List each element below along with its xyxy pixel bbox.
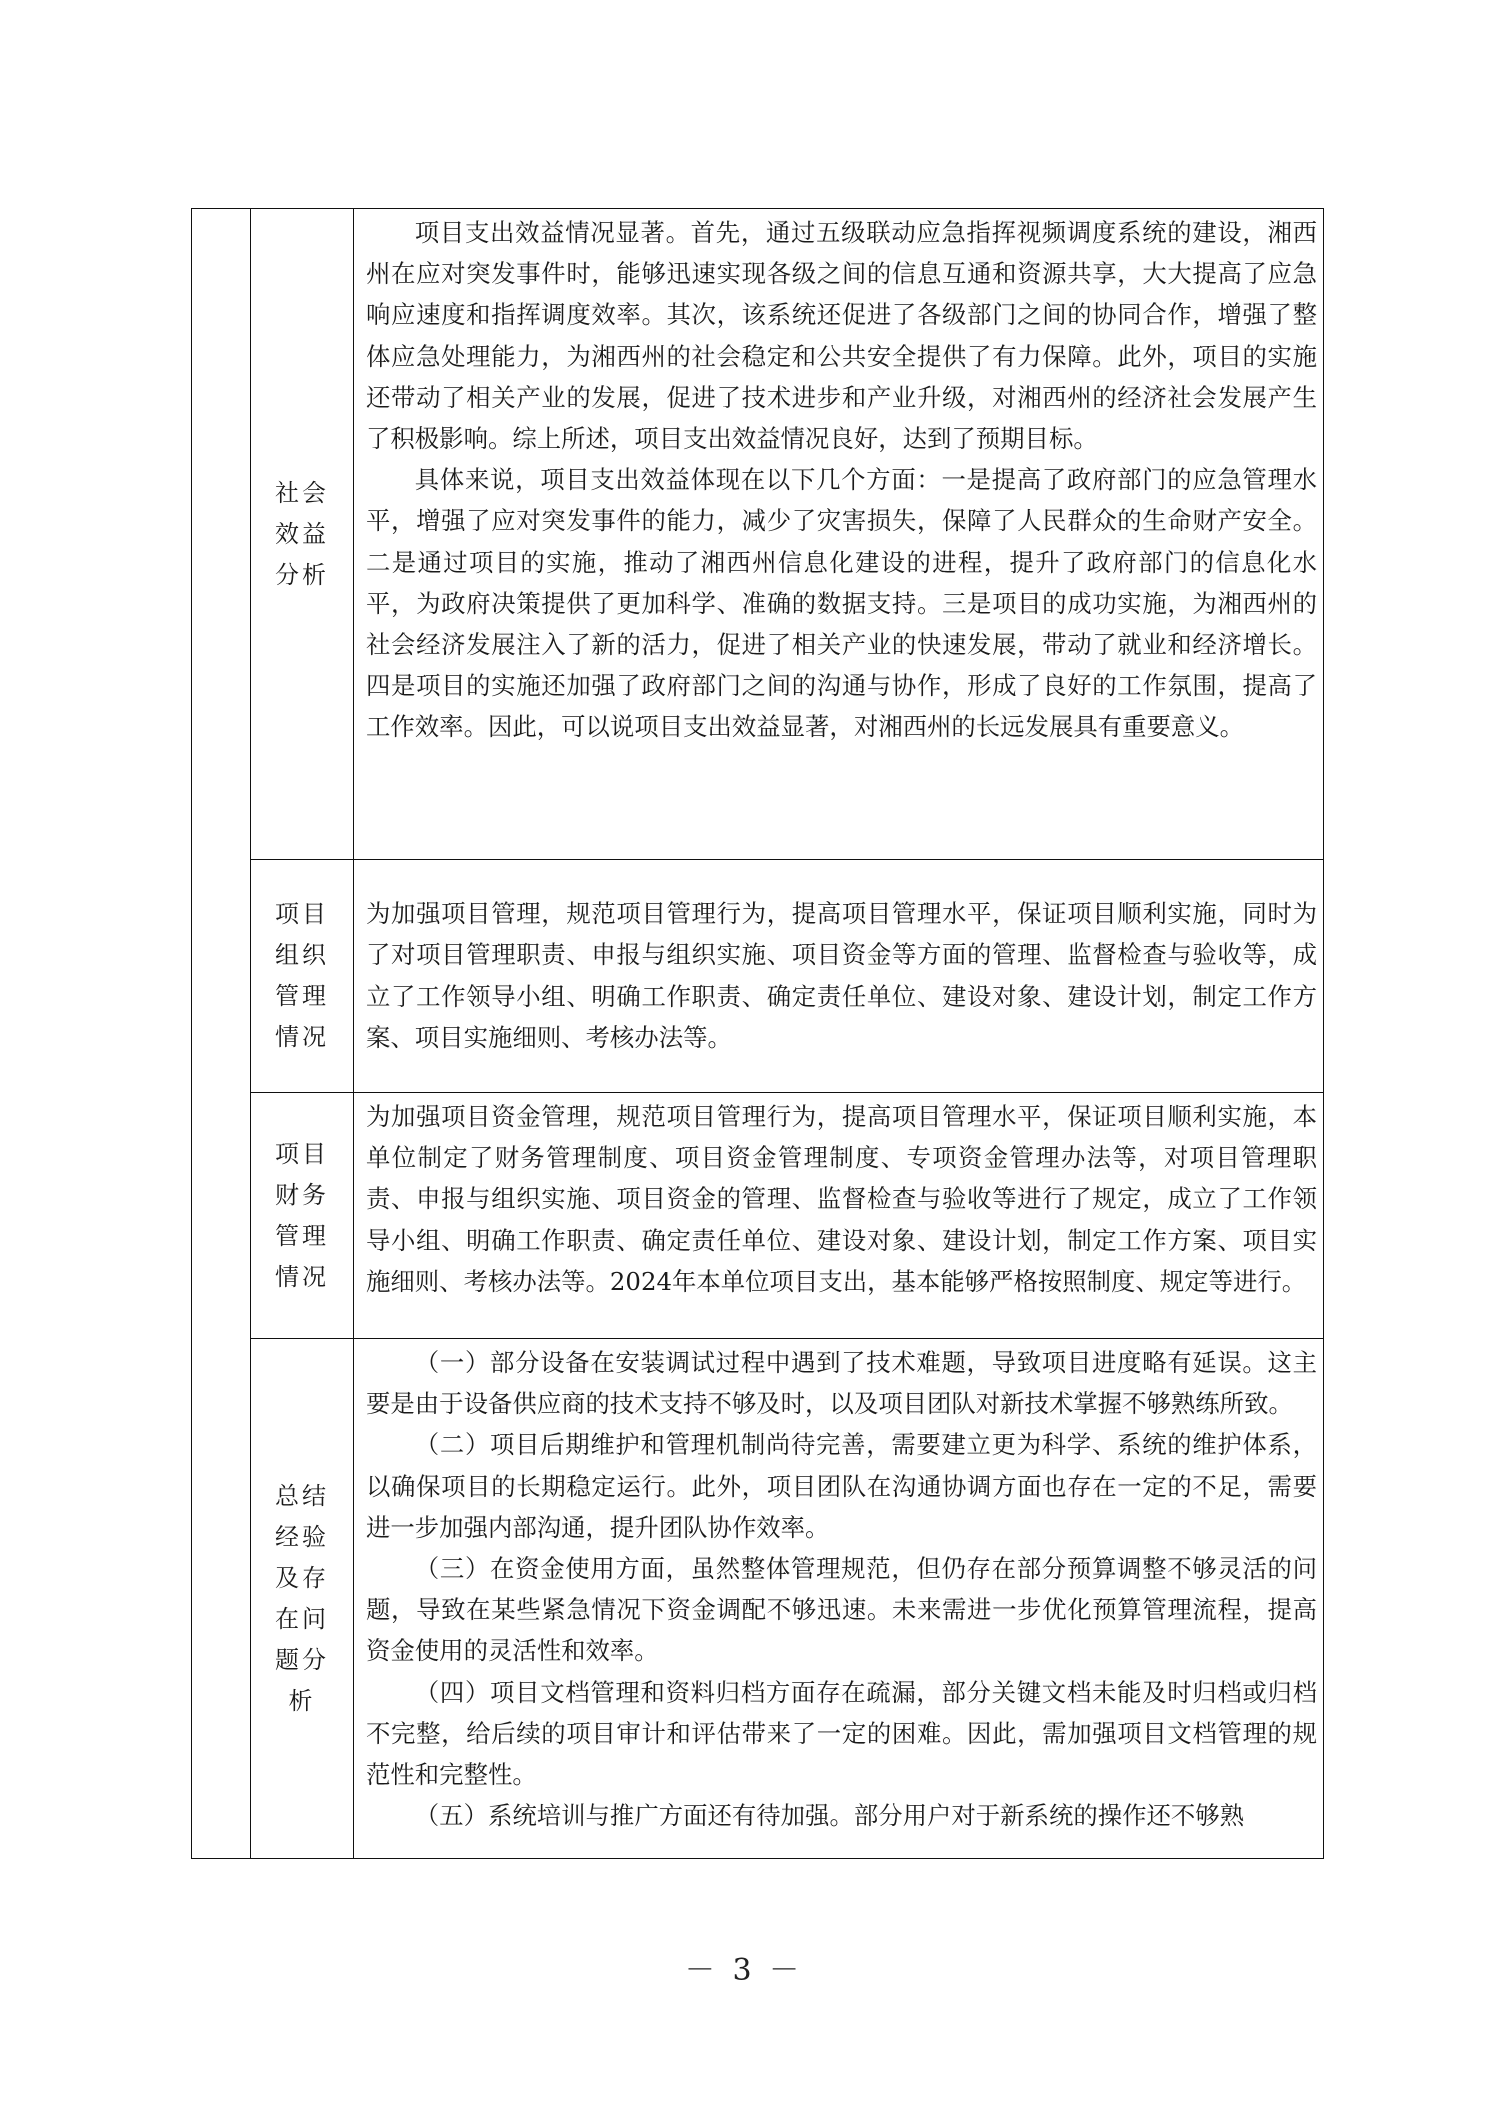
row-label: 社会效益分析: [275, 478, 329, 589]
left-margin-column: [192, 209, 251, 1859]
table-row-project-finance: [192, 1093, 1324, 1339]
row-label-cell: [251, 1093, 354, 1339]
page-number: － 3 －: [684, 1953, 804, 1988]
table-row-summary-problems: [192, 1339, 1324, 1859]
paragraph: （一）部分设备在安装调试过程中遇到了技术难题，导致项目进度略有延误。这主要是由于设备供应商的技术支持不够及时，以及项目团队对新技术掌握不够熟练所致。: [366, 1348, 1317, 1419]
row-label-cell: [251, 1339, 354, 1859]
paragraph: 具体来说，项目支出效益体现在以下几个方面：一是提高了政府部门的应急管理水平，增强了应对突发事件的能力，减少了灾害损失，保障了人民群众的生命财产安全。二是通过项目的实施，推动了湘西州信息化建设的进程，提升了政府部门的信息化水平，为政府决策提供了更加科学、准确的数据支持。三是项目的成功实施，为湘西州的社会经济发展注入了新的活力，促进了相关产业的快速发展，带动了就业和经济增长。四是项目的实施还加强了政府部门之间的沟通与协作，形成了良好的工作氛围，提高了工作效率。因此，可以说项目支出效益显著，对湘西州的长远发展具有重要意义。: [366, 465, 1317, 742]
evaluation-table: [191, 208, 1324, 1859]
row-label-cell: [251, 860, 354, 1093]
paragraph: （五）系统培训与推广方面还有待加强。部分用户对于新系统的操作还不够熟: [414, 1801, 1245, 1831]
row-content-cell: [354, 860, 1324, 1093]
paragraph: （二）项目后期维护和管理机制尚待完善，需要建立更为科学、系统的维护体系，以确保项目的长期稳定运行。此外，项目团队在沟通协调方面也存在一定的不足，需要进一步加强内部沟通，提升团队协作效率。: [366, 1430, 1317, 1542]
paragraph: 为加强项目资金管理，规范项目管理行为，提高项目管理水平，保证项目顺利实施，本单位制定了财务管理制度、项目资金管理制度、专项资金管理办法等，对项目管理职责、申报与组织实施、项目资金的管理、监督检查与验收等进行了规定，成立了工作领导小组、明确工作职责、确定责任单位、建设对象、建设计划，制定工作方案、项目实施细则、考核办法等。2024年本单位项目支出，基本能够严格按照制度、规定等进行。: [366, 1102, 1317, 1296]
row-label-cell: [251, 209, 354, 860]
paragraph: （四）项目文档管理和资料归档方面存在疏漏，部分关键文档未能及时归档或归档不完整，给后续的项目审计和评估带来了一定的困难。因此，需加强项目文档管理的规范性和完整性。: [366, 1677, 1317, 1790]
table-row-social-benefit: [192, 209, 1324, 860]
row-label: 项目财务管理情况: [275, 1139, 329, 1291]
row-label: 项目组织管理情况: [275, 900, 329, 1051]
table-row-project-organization: [192, 860, 1324, 1093]
row-label: 总结经验及存在问题分析: [275, 1481, 329, 1715]
row-content-cell: [354, 1339, 1324, 1859]
row-content-cell: [354, 1093, 1324, 1339]
paragraph: （三）在资金使用方面，虽然整体管理规范，但仍存在部分预算调整不够灵活的问题，导致在某些紧急情况下资金调配不够迅速。未来需进一步优化预算管理流程，提高资金使用的灵活性和效率。: [366, 1554, 1317, 1666]
paragraph: 项目支出效益情况显著。首先，通过五级联动应急指挥视频调度系统的建设，湘西州在应对突发事件时，能够迅速实现各级之间的信息互通和资源共享，大大提高了应急响应速度和指挥调度效率。其次，该系统还促进了各级部门之间的协同合作，增强了整体应急处理能力，为湘西州的社会稳定和公共安全提供了有力保障。此外，项目的实施还带动了相关产业的发展，促进了技术进步和产业升级，对湘西州的经济社会发展产生了积极影响。综上所述，项目支出效益情况良好，达到了预期目标。: [366, 218, 1317, 454]
paragraph: 为加强项目管理，规范项目管理行为，提高项目管理水平，保证项目顺利实施，同时为了对项目管理职责、申报与组织实施、项目资金等方面的管理、监督检查与验收等，成立了工作领导小组、明确工作职责、确定责任单位、建设对象、建设计划，制定工作方案、项目实施细则、考核办法等。: [366, 899, 1317, 1052]
row-content-cell: [354, 209, 1324, 860]
